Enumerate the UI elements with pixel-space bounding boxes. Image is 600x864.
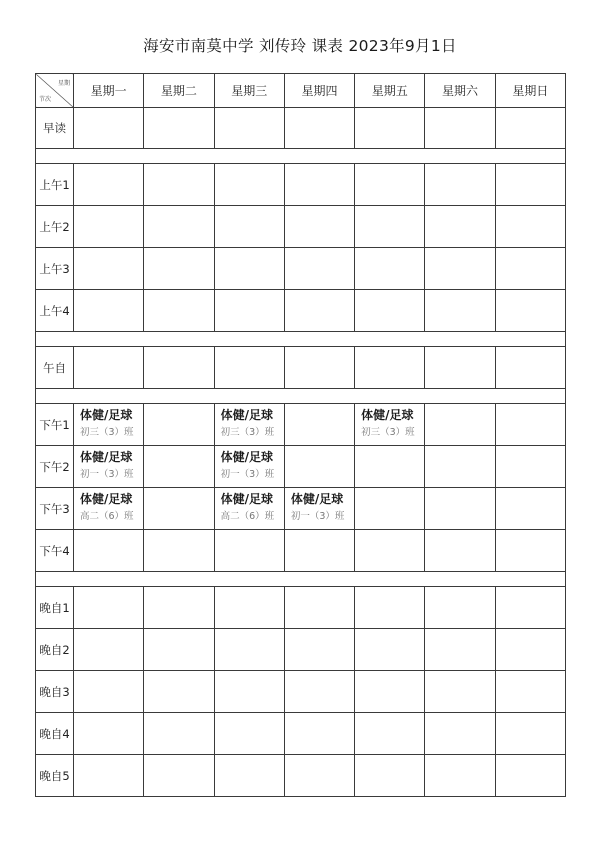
empty-cell bbox=[495, 404, 565, 446]
header-row bbox=[36, 74, 566, 108]
empty-cell bbox=[74, 629, 144, 671]
empty-cell bbox=[214, 164, 284, 206]
empty-cell bbox=[214, 713, 284, 755]
empty-cell bbox=[495, 206, 565, 248]
day-header: 星期日 bbox=[495, 74, 565, 108]
empty-cell bbox=[355, 108, 425, 149]
empty-cell bbox=[284, 713, 354, 755]
empty-cell bbox=[355, 587, 425, 629]
class-entry bbox=[74, 446, 143, 482]
period-label: 下午3 bbox=[36, 488, 74, 530]
subject-name: 体健/足球 bbox=[80, 408, 133, 422]
empty-cell bbox=[74, 248, 144, 290]
subject-name: 体健/足球 bbox=[220, 492, 273, 506]
empty-cell bbox=[355, 755, 425, 797]
period-label: 午自 bbox=[36, 347, 74, 389]
empty-cell bbox=[355, 530, 425, 572]
empty-cell bbox=[284, 164, 354, 206]
empty-cell bbox=[495, 164, 565, 206]
period-label: 上午2 bbox=[36, 206, 74, 248]
empty-cell bbox=[355, 347, 425, 389]
separator-cell bbox=[36, 332, 566, 347]
class-group: 初一（3）班 bbox=[290, 511, 345, 522]
empty-cell bbox=[284, 248, 354, 290]
empty-cell bbox=[495, 713, 565, 755]
class-cell bbox=[214, 404, 284, 446]
empty-cell bbox=[425, 446, 495, 488]
empty-cell bbox=[214, 290, 284, 332]
empty-cell bbox=[144, 530, 214, 572]
empty-cell bbox=[284, 404, 354, 446]
period-row bbox=[36, 108, 566, 149]
separator-row bbox=[36, 572, 566, 587]
empty-cell bbox=[284, 206, 354, 248]
empty-cell bbox=[74, 347, 144, 389]
day-header: 星期一 bbox=[74, 74, 144, 108]
period-row bbox=[36, 164, 566, 206]
empty-cell bbox=[74, 164, 144, 206]
corner-cell bbox=[36, 74, 74, 108]
empty-cell bbox=[355, 290, 425, 332]
period-row bbox=[36, 404, 566, 446]
empty-cell bbox=[284, 108, 354, 149]
empty-cell bbox=[144, 404, 214, 446]
class-cell bbox=[355, 404, 425, 446]
period-label: 下午2 bbox=[36, 446, 74, 488]
separator-row bbox=[36, 149, 566, 164]
period-label: 下午1 bbox=[36, 404, 74, 446]
empty-cell bbox=[214, 755, 284, 797]
empty-cell bbox=[214, 671, 284, 713]
empty-cell bbox=[74, 290, 144, 332]
empty-cell bbox=[355, 206, 425, 248]
empty-cell bbox=[495, 446, 565, 488]
period-label: 上午1 bbox=[36, 164, 74, 206]
empty-cell bbox=[355, 164, 425, 206]
day-header: 星期四 bbox=[284, 74, 354, 108]
period-row bbox=[36, 755, 566, 797]
period-row bbox=[36, 248, 566, 290]
subject-name: 体健/足球 bbox=[290, 492, 344, 506]
class-cell bbox=[74, 488, 144, 530]
period-label: 上午4 bbox=[36, 290, 74, 332]
subject-name: 体健/足球 bbox=[80, 450, 133, 464]
empty-cell bbox=[425, 755, 495, 797]
empty-cell bbox=[425, 290, 495, 332]
empty-cell bbox=[214, 347, 284, 389]
class-group: 初一（3）班 bbox=[80, 469, 134, 480]
empty-cell bbox=[214, 530, 284, 572]
empty-cell bbox=[284, 347, 354, 389]
separator-cell bbox=[36, 572, 566, 587]
class-entry bbox=[74, 488, 143, 524]
empty-cell bbox=[495, 755, 565, 797]
corner-day-label: 星期 bbox=[57, 80, 70, 87]
empty-cell bbox=[284, 446, 354, 488]
period-row bbox=[36, 530, 566, 572]
empty-cell bbox=[144, 587, 214, 629]
period-label: 晚自5 bbox=[36, 755, 74, 797]
class-entry bbox=[285, 488, 354, 524]
period-row bbox=[36, 347, 566, 389]
day-header: 星期二 bbox=[144, 74, 214, 108]
empty-cell bbox=[74, 530, 144, 572]
empty-cell bbox=[495, 671, 565, 713]
empty-cell bbox=[284, 671, 354, 713]
day-header: 星期五 bbox=[355, 74, 425, 108]
empty-cell bbox=[425, 108, 495, 149]
period-label: 晚自3 bbox=[36, 671, 74, 713]
period-label: 晚自2 bbox=[36, 629, 74, 671]
empty-cell bbox=[144, 755, 214, 797]
empty-cell bbox=[144, 629, 214, 671]
empty-cell bbox=[495, 347, 565, 389]
period-row bbox=[36, 713, 566, 755]
empty-cell bbox=[74, 713, 144, 755]
separator-row bbox=[36, 332, 566, 347]
empty-cell bbox=[425, 164, 495, 206]
empty-cell bbox=[284, 629, 354, 671]
class-cell bbox=[214, 446, 284, 488]
period-label: 早读 bbox=[36, 108, 74, 149]
empty-cell bbox=[355, 629, 425, 671]
empty-cell bbox=[74, 108, 144, 149]
subject-name: 体健/足球 bbox=[361, 408, 414, 422]
empty-cell bbox=[74, 671, 144, 713]
class-group: 初三（3）班 bbox=[361, 427, 415, 438]
timetable bbox=[35, 73, 566, 797]
period-row bbox=[36, 629, 566, 671]
empty-cell bbox=[214, 206, 284, 248]
class-group: 高二（6）班 bbox=[220, 511, 275, 522]
empty-cell bbox=[214, 587, 284, 629]
empty-cell bbox=[425, 587, 495, 629]
empty-cell bbox=[144, 713, 214, 755]
empty-cell bbox=[214, 108, 284, 149]
empty-cell bbox=[144, 488, 214, 530]
period-label: 下午4 bbox=[36, 530, 74, 572]
empty-cell bbox=[495, 248, 565, 290]
empty-cell bbox=[495, 530, 565, 572]
empty-cell bbox=[284, 755, 354, 797]
empty-cell bbox=[425, 206, 495, 248]
empty-cell bbox=[425, 404, 495, 446]
empty-cell bbox=[144, 671, 214, 713]
empty-cell bbox=[214, 629, 284, 671]
empty-cell bbox=[355, 248, 425, 290]
class-entry bbox=[215, 488, 284, 524]
class-cell bbox=[74, 446, 144, 488]
subject-name: 体健/足球 bbox=[220, 450, 273, 464]
empty-cell bbox=[425, 530, 495, 572]
empty-cell bbox=[284, 587, 354, 629]
day-header: 星期三 bbox=[214, 74, 284, 108]
empty-cell bbox=[144, 347, 214, 389]
empty-cell bbox=[284, 530, 354, 572]
empty-cell bbox=[74, 755, 144, 797]
empty-cell bbox=[144, 108, 214, 149]
period-row bbox=[36, 290, 566, 332]
empty-cell bbox=[144, 206, 214, 248]
class-entry bbox=[355, 404, 424, 440]
period-row bbox=[36, 671, 566, 713]
empty-cell bbox=[495, 629, 565, 671]
empty-cell bbox=[74, 587, 144, 629]
empty-cell bbox=[214, 248, 284, 290]
empty-cell bbox=[355, 713, 425, 755]
day-header: 星期六 bbox=[425, 74, 495, 108]
empty-cell bbox=[495, 587, 565, 629]
empty-cell bbox=[495, 488, 565, 530]
page-title: 海安市南莫中学 刘传玲 课表 2023年9月1日 bbox=[143, 37, 457, 55]
empty-cell bbox=[355, 488, 425, 530]
class-group: 初三（3）班 bbox=[80, 427, 134, 438]
empty-cell bbox=[425, 671, 495, 713]
empty-cell bbox=[144, 446, 214, 488]
period-label: 晚自4 bbox=[36, 713, 74, 755]
class-cell bbox=[214, 488, 284, 530]
empty-cell bbox=[284, 290, 354, 332]
empty-cell bbox=[355, 671, 425, 713]
empty-cell bbox=[144, 248, 214, 290]
timetable-body bbox=[36, 108, 566, 797]
period-label: 晚自1 bbox=[36, 587, 74, 629]
empty-cell bbox=[425, 488, 495, 530]
subject-name: 体健/足球 bbox=[80, 492, 133, 506]
separator-cell bbox=[36, 149, 566, 164]
empty-cell bbox=[144, 164, 214, 206]
empty-cell bbox=[495, 108, 565, 149]
separator-cell bbox=[36, 389, 566, 404]
period-row bbox=[36, 488, 566, 530]
empty-cell bbox=[144, 290, 214, 332]
period-row bbox=[36, 206, 566, 248]
empty-cell bbox=[495, 290, 565, 332]
class-entry bbox=[215, 446, 284, 482]
class-group: 初三（3）班 bbox=[220, 427, 275, 438]
period-row bbox=[36, 587, 566, 629]
class-entry bbox=[215, 404, 284, 440]
class-cell bbox=[284, 488, 354, 530]
class-group: 高二（6）班 bbox=[80, 511, 134, 522]
empty-cell bbox=[355, 446, 425, 488]
empty-cell bbox=[425, 347, 495, 389]
class-group: 初一（3）班 bbox=[220, 469, 275, 480]
class-entry bbox=[74, 404, 143, 440]
empty-cell bbox=[74, 206, 144, 248]
separator-row bbox=[36, 389, 566, 404]
class-cell bbox=[74, 404, 144, 446]
empty-cell bbox=[425, 629, 495, 671]
period-label: 上午3 bbox=[36, 248, 74, 290]
period-row bbox=[36, 446, 566, 488]
corner-period-label: 节次 bbox=[39, 96, 52, 103]
empty-cell bbox=[425, 713, 495, 755]
subject-name: 体健/足球 bbox=[220, 408, 273, 422]
empty-cell bbox=[425, 248, 495, 290]
